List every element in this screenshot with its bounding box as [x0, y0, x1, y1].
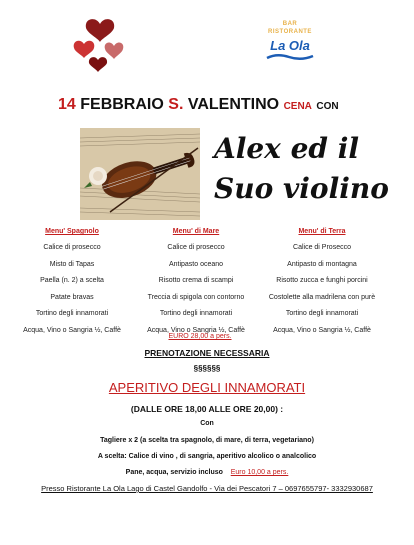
menu-spagnolo — [12, 228, 132, 342]
menu-price: EURO 28,00 a pers. — [168, 333, 232, 340]
aperitivo-hours: (DALLE ORE 18,00 ALLE ORE 20,00) : — [130, 404, 284, 414]
menu-item: Antipasto di montagna — [287, 260, 357, 268]
menu-item: Acqua, Vino o Sangria ½, Caffè — [273, 326, 371, 334]
menu-item: Tortino degli innamorati — [285, 310, 359, 318]
menu-item: Misto di Tapas — [49, 260, 95, 268]
hearts-icon — [70, 14, 130, 84]
menu-item: Risotto zucca e funghi porcini — [276, 277, 368, 285]
logo-ristorante: RISTORANTE — [268, 29, 312, 35]
menu-item: Antipasto oceano — [168, 260, 224, 268]
title-con: CON — [316, 101, 339, 112]
menu-mare — [136, 228, 256, 342]
event-title — [58, 96, 398, 114]
menu-item: Treccia di spigola con contorno — [147, 293, 245, 301]
menu-item: Paella (n. 2) a scelta — [40, 277, 104, 285]
aperitivo-line-1: Tagliere x 2 (a scelta tra spagnolo, di mare, di terra, vegetariano) — [100, 437, 314, 444]
separator: §§§§§§ — [193, 364, 221, 373]
restaurant-logo — [250, 20, 330, 78]
title-s: S. — [168, 96, 184, 113]
aperitivo-line-2: A scelta: Calice di vino , di sangria, aperitivo alcolico o analcolico — [97, 453, 317, 460]
aperitivo-con: Con — [200, 420, 214, 427]
violin-rose-image — [80, 128, 200, 220]
logo-name: La Ola — [270, 38, 310, 53]
menu-terra — [262, 228, 382, 342]
title-day: 14 — [58, 96, 76, 113]
menu-title: Menu' di Terra — [298, 228, 346, 235]
menu-item: Tortino degli innamorati — [159, 310, 233, 318]
menu-title: Menu' di Mare — [172, 228, 220, 235]
title-cena: CENA — [283, 101, 312, 112]
aperitivo-included: Pane, acqua, servizio incluso — [125, 469, 223, 476]
aperitivo-price: Euro 10,00 a pers. — [230, 469, 289, 476]
menu-item: Acqua, Vino o Sangria ½, Caffè — [147, 326, 245, 334]
wave-icon — [265, 53, 315, 61]
title-saint: VALENTINO — [187, 96, 280, 113]
script-line-2: Suo violino — [214, 172, 389, 205]
menu-item: Tortino degli innamorati — [35, 310, 109, 318]
menu-item: Calice di prosecco — [167, 244, 225, 251]
aperitivo-line-3 — [0, 469, 414, 476]
menu-item: Acqua, Vino o Sangria ½, Caffè — [23, 326, 121, 334]
menu-item: Calice di Prosecco — [293, 244, 351, 251]
script-line-1: Alex ed il — [214, 132, 360, 165]
reservation-notice: PRENOTAZIONE NECESSARIA — [144, 348, 270, 358]
address: Presso Ristorante La Ola Lago di Castel Gandolfo - Via dei Pescatori 7 – 0697655797- 3332930687 — [41, 484, 373, 493]
menu-item: Patate bravas — [50, 293, 94, 301]
menu-item: Risotto crema di scampi — [158, 277, 234, 285]
menu-title: Menu' Spagnolo — [45, 228, 99, 235]
aperitivo-title: APERITIVO DEGLI INNAMORATI — [108, 380, 306, 395]
logo-bar: BAR — [282, 21, 298, 27]
title-month: FEBBRAIO — [80, 96, 164, 113]
menu-item: Costolette alla madrilena con purè — [268, 293, 376, 301]
menu-item: Calice di prosecco — [43, 244, 101, 251]
